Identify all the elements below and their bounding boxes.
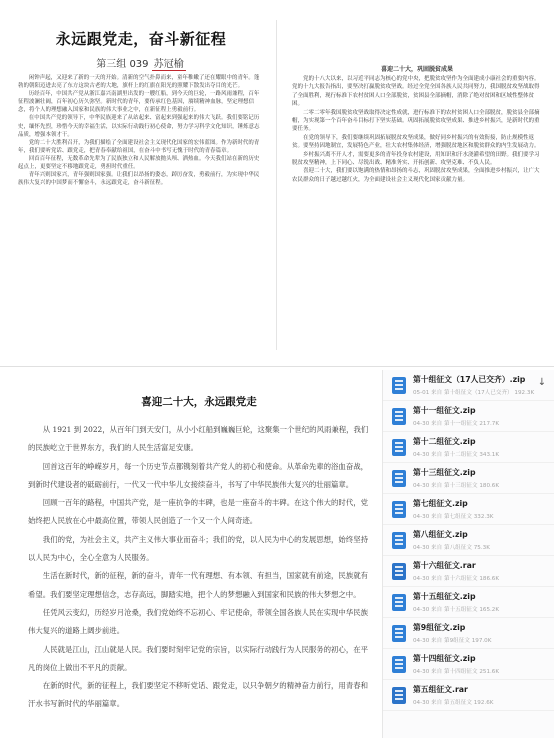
essay-paragraph: 回首这百年的峥嵘岁月，每一个历史节点都镌刻着共产党人的初心和使命。从革命先辈的浴血奋战，到新时代建设者的砥砺前行，一代又一代中华儿女接续奋斗，书写了中华民族伟大复兴的壮丽篇章。 — [28, 461, 368, 489]
file-meta: 04-30 来自 第9组征文 197.0K — [413, 638, 492, 644]
essay-paragraph: 历经百年，中国共产党从浙江嘉兴南湖里出发的一艘红船，到今天的巨轮，一路风雨兼程，百年征程波澜壮阔，百年初心历久弥坚。新时代的青年，要传承红色基因，赓续精神血脉，坚定理想信念，将个人的理想融入国家和民族的伟大事业之中，在新征程上勇毅前行。 — [18, 91, 260, 114]
essay-paragraph: 喜迎二十大，我们要以饱满的热情和昂扬的斗志，巩固脱贫攻坚成果，全面推进乡村振兴，让广大农民群众的日子越过越红火，为全面建设社会主义现代化国家贡献力量。 — [292, 168, 540, 183]
essay-paragraph: 二零二零年我国脱贫攻坚战取得决定性成就，进行标准下的农村贫困人口全部脱贫，脱贫县全部摘帽，为实现第一个百年奋斗目标打下坚实基础。巩固拓展脱贫攻坚成果、推进乡村振兴，是新时代的重要任务。 — [292, 109, 540, 133]
file-list-item[interactable] — [383, 587, 554, 618]
file-name: 第十四组征文.zip — [413, 654, 476, 663]
essay-paragraph: 党的十八大以来，以习近平同志为核心的党中央，把脱贫攻坚作为全面建成小康社会的重要内容。党的十九大报告指出，要坚决打赢脱贫攻坚战。经过全党全国各族人民共同努力，我国脱贫攻坚战取得了全面胜利，现行标准下农村贫困人口全部脱贫，贫困县全部摘帽，消除了绝对贫困和区域性整体贫困。 — [292, 76, 540, 108]
file-name: 第十一组征文.zip — [413, 406, 476, 415]
essay-paragraph: 在党的领导下，我们要继续巩固拓展脱贫攻坚成果，做好同乡村振兴的有效衔接，防止规模性返贫。要坚持因地制宜，发展特色产业，壮大农村集体经济，增强脱贫地区和脱贫群众的内生发展动力。 — [292, 134, 540, 150]
byline-author: 苏冠榆 — [153, 59, 184, 70]
zip-file-icon — [392, 501, 406, 518]
file-list-item[interactable] — [383, 618, 554, 649]
file-meta: 04-30 来自 第十五组征文 165.2K — [413, 607, 500, 613]
file-name: 第五组征文.rar — [413, 685, 468, 694]
file-meta: 04-30 来自 第十三组征文 180.6K — [413, 483, 500, 489]
essay-paragraph: 乡村振兴离不开人才，需要更多的青年投身农村建设，用知识和汗水浇灌希望的田野。我们要学习脱贫攻坚精神，上下同心、尽锐出战、精准务实、开拓创新、攻坚克难、不负人民。 — [292, 151, 540, 167]
file-list-panel — [382, 370, 554, 738]
rar-file-icon — [392, 563, 406, 580]
file-meta: 04-30 来自 第十二组征文 343.1K — [413, 452, 500, 458]
essay-byline — [18, 55, 264, 70]
file-name: 第十五组征文.zip — [413, 592, 476, 601]
divider-horizontal — [0, 366, 554, 367]
file-list-item[interactable] — [383, 649, 554, 680]
file-list-item[interactable] — [383, 494, 554, 525]
essay-paragraph: 回顾一百年的路程，中国共产党，是一座抗争的丰碑，也是一座奋斗的丰碑。在这个伟大的时代，党始终把人民放在心中最高位置，带领人民创造了一个又一个人间奇迹。 — [28, 498, 368, 526]
essay-paragraph: 青年兴则国家兴，青年强则国家强。让我们以昂扬的姿态，踔厉奋发，勇毅前行，为实现中华民族伟大复兴的中国梦而不懈奋斗，永远跟党走，奋斗新征程。 — [18, 172, 260, 187]
essay-paragraph: 在新的时代，新的征程上，我们要坚定不移听党话、跟党走，以只争朝夕的精神奋力前行，用青春和汗水书写新时代的华丽篇章。 — [28, 681, 368, 709]
essay-paragraph: 人民就是江山，江山就是人民。我们要时刻牢记党的宗旨，以实际行动践行为人民服务的初心，在平凡的岗位上做出不平凡的贡献。 — [28, 644, 368, 672]
file-list-item[interactable] — [383, 463, 554, 494]
download-icon[interactable]: ↓ — [537, 377, 547, 388]
essay-paragraph: 从 1921 到 2022，从百年门到天安门，从小小红船到巍巍巨轮，这聚集一个世纪的风雨兼程，我们的民族屹立于世界东方，我们的人民生活富足安康。 — [28, 425, 369, 453]
file-meta: 05-01 来自 第十组征文（17人已交齐） 192.3K — [413, 390, 535, 396]
file-list-item[interactable] — [383, 680, 554, 711]
file-name: 第十六组征文.rar — [413, 561, 476, 570]
file-list-item[interactable] — [383, 525, 554, 556]
file-meta: 04-30 来自 第七组征文 332.3K — [413, 514, 494, 520]
essay-document-top-left — [4, 6, 274, 364]
zip-file-icon — [392, 470, 406, 487]
file-name: 第十组征文（17人已交齐）.zip — [413, 375, 526, 384]
file-meta: 04-30 来自 第八组征文 75.3K — [413, 545, 490, 551]
essay-title: 喜迎二十大，巩固脱贫成果 — [380, 66, 453, 73]
file-meta: 04-30 来自 第十一组征文 217.7K — [413, 421, 500, 427]
file-list-item[interactable] — [383, 432, 554, 463]
file-meta: 04-30 来自 第五组征文 192.6K — [413, 700, 494, 706]
essay-paragraph: 在中国共产党的领导下，中华民族迎来了从站起来、富起来到强起来的伟大飞跃。我们要铭记历史，缅怀先烈，珍惜今天的幸福生活，以实际行动践行初心使命，努力学习科学文化知识，锤炼意志品质，增强本领才干。 — [18, 115, 260, 138]
file-meta: 04-30 来自 第十六组征文 186.6K — [413, 576, 500, 582]
essay-paragraph: 生活在新时代，新的征程，新的奋斗，青年一代有理想、有本领、有担当，国家就有前途，民族就有希望。我们要坚定理想信念，志存高远，脚踏实地，把个人的梦想融入到国家和民族的伟大梦想之中。 — [28, 571, 368, 599]
rar-file-icon — [392, 687, 406, 704]
zip-file-icon — [392, 408, 406, 425]
file-name: 第七组征文.zip — [413, 499, 468, 508]
file-name: 第9组征文.zip — [413, 623, 466, 632]
file-name: 第八组征文.zip — [413, 530, 468, 539]
zip-file-icon — [392, 594, 406, 611]
essay-title: 永远跟党走，奋斗新征程 — [55, 30, 227, 48]
divider-vertical — [276, 20, 277, 350]
essay-paragraph: 回首百年征程，无数革命先辈为了民族独立和人民解放抛头颅、洒热血。今天我们站在新的历史起点上，更要坚定不移地跟党走，勇担时代重任。 — [18, 155, 260, 171]
essay-document-top-right — [282, 6, 550, 364]
essay-paragraph: 闲钟声起，又迎来了新的一天的开始。清新的空气扑鼻而来，童年稚嫩了还在耀眼中的青年。蓬勃的朝阳迈进去亮了东方这块古老的大地，旗杆上的红旗在阳光的照耀下散发出夺目的光芒。 — [18, 75, 260, 90]
zip-file-icon — [392, 656, 406, 673]
file-meta: 04-30 来自 第十四组征文 251.6K — [413, 669, 500, 675]
file-list-item[interactable] — [383, 370, 554, 401]
file-list-item[interactable] — [383, 556, 554, 587]
byline-group: 第三组 039 — [96, 59, 152, 70]
file-name: 第十三组征文.zip — [413, 468, 476, 477]
zip-file-icon — [392, 439, 406, 456]
essay-document-bottom-left — [4, 370, 380, 738]
zip-file-icon — [392, 532, 406, 549]
essay-paragraph: 党的二十大胜利召开，为我们描绘了全面建设社会主义现代化国家的宏伟蓝图。作为新时代的青年，我们要听党话、跟党走，把青春奉献给祖国，在奋斗中书写无愧于时代的青春篇章。 — [18, 139, 260, 154]
zip-file-icon — [392, 625, 406, 642]
file-list-item[interactable] — [383, 401, 554, 432]
zip-file-icon — [392, 377, 406, 394]
essay-title: 喜迎二十大，永远跟党走 — [141, 396, 257, 408]
file-name: 第十二组征文.zip — [413, 437, 476, 446]
essay-paragraph: 我们的党，为社会主义，共产主义伟大事业而奋斗；我们的党，以人民为中心的发展思想，始终坚持以人民为中心，全心全意为人民服务。 — [28, 534, 368, 563]
essay-paragraph: 任凭风云变幻，历经岁月沧桑，我们党始终不忘初心、牢记使命，带领全国各族人民在实现中华民族伟大复兴的道路上阔步前进。 — [28, 607, 368, 636]
